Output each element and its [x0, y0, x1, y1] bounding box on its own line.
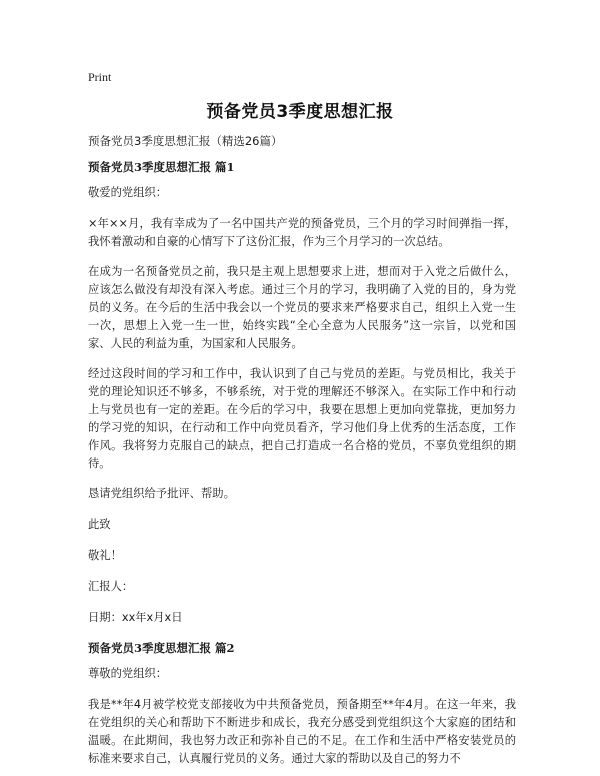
section-2-heading: 预备党员3季度思想汇报 篇2: [88, 641, 235, 655]
section-1-paragraph: 在成为一名预备党员之前，我只是主观上思想要求上进，想而对于入党之后做什么，应该怎么做没有却没有深入考虑。通过三个月的学习，我明确了入党的目的，身为党员的义务。在今后的生活中我会以一个党员的要求来严格要求自己，组织上入党一生一次，思想上入党一生一世，始终实践“全心全意为人民服务”这一宗旨，以党和国家、人民的利益为重，为国家和人民服务。: [88, 265, 516, 350]
closing-salutation: 此致: [88, 518, 111, 531]
document-title: 预备党员3季度思想汇报: [206, 102, 394, 122]
section-1-paragraph: ×年××月，我有幸成为了一名中国共产党的预备党员，三个月的学习时间弹指一挥，我怀着激动和自豪的心情写下了这份汇报，作为三个月学习的一次总结。: [88, 217, 516, 248]
section-1-heading: 预备党员3季度思想汇报 篇1: [88, 160, 235, 174]
print-label: Print: [88, 70, 112, 84]
document-body: [88, 133, 516, 776]
section-1-paragraph: 恳请党组织给予批评、帮助。: [88, 487, 235, 500]
section-1-greeting: 敬爱的党组织：: [88, 186, 168, 199]
document-subtitle: 预备党员3季度思想汇报（精选26篇）: [88, 134, 283, 148]
date-line: 日期：xx年x月x日: [88, 611, 183, 624]
reporter-line: 汇报人：: [88, 580, 134, 593]
section-2-greeting: 尊敬的党组织：: [88, 667, 168, 680]
section-2-paragraph: 我是**年4月被学校党支部接收为中共预备党员，预备期至**年4月。在这一年来，我在党组织的关心和帮助下不断进步和成长，我充分感受到党组织这个大家庭的团结和温暖。在此期间，我也努力改正和弥补自己的不足。在工作和生活中严格安装党员的标准来要求自己，认真履行党员的义务。通过大家的帮助以及自己的努力不: [88, 698, 516, 765]
closing-regards: 敬礼！: [88, 549, 122, 562]
section-1-paragraph: 经过这段时间的学习和工作中，我认识到了自己与党员的差距。与党员相比，我关于党的理论知识还不够多，不够系统，对于党的理解还不够深入。在实际工作中和行动上与党员也有一定的差距。在今后的学习中，我要在思想上更加向党靠拢，更加努力的学习党的知识，在行动和工作中向党员看齐，学习他们身上优秀的生活态度，工作作风。我将努力克服自己的缺点，把自己打造成一名合格的党员，不辜负党组织的期待。: [88, 367, 516, 470]
